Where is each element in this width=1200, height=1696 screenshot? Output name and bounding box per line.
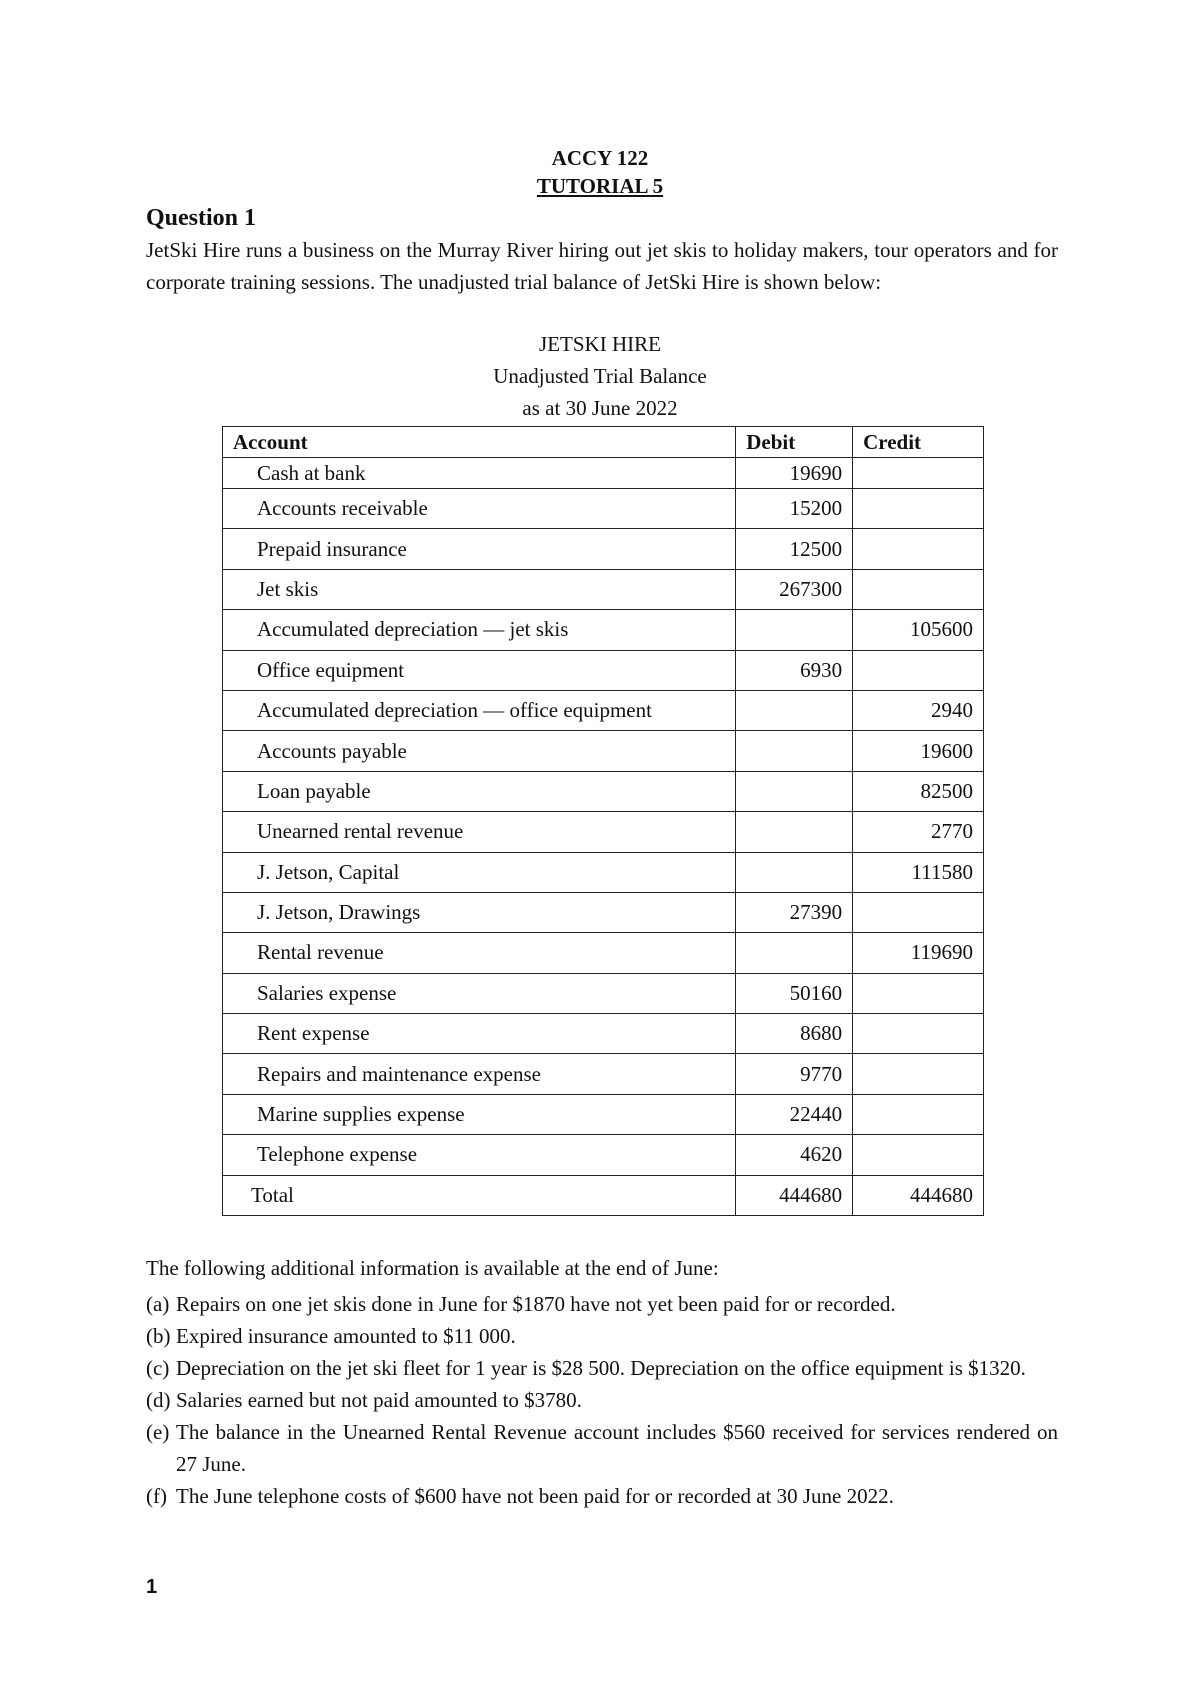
account-cell: Unearned rental revenue [223,812,736,852]
table-row [223,852,984,892]
account-cell: J. Jetson, Drawings [223,892,736,932]
table-row [223,812,984,852]
debit-cell [736,933,853,973]
list-item-label: (b) [146,1324,171,1348]
debit-cell: 27390 [736,892,853,932]
question-heading: Question 1 [146,205,257,231]
total-debit: 444680 [736,1175,853,1215]
additional-info-list [146,1288,1058,1512]
account-cell: Loan payable [223,771,736,811]
account-cell: Cash at bank [223,458,736,489]
debit-cell [736,771,853,811]
account-cell: Office equipment [223,650,736,690]
credit-cell [853,458,984,489]
account-cell: Salaries expense [223,973,736,1013]
account-cell: Marine supplies expense [223,1094,736,1134]
account-cell: Accounts payable [223,731,736,771]
table-row [223,771,984,811]
debit-cell [736,731,853,771]
credit-cell [853,489,984,529]
credit-cell [853,1094,984,1134]
table-row [223,610,984,650]
table-row [223,489,984,529]
credit-cell [853,892,984,932]
account-cell: Jet skis [223,569,736,609]
table-row [223,731,984,771]
account-cell: Repairs and maintenance expense [223,1054,736,1094]
credit-cell: 105600 [853,610,984,650]
table-row [223,973,984,1013]
credit-cell [853,650,984,690]
course-code: ACCY 122 [551,146,649,170]
statement-date: as at 30 June 2022 [522,396,678,420]
table-body [223,458,984,1216]
company-name: JETSKI HIRE [539,332,661,356]
debit-cell: 19690 [736,458,853,489]
debit-cell: 22440 [736,1094,853,1134]
list-item-label: (e) [146,1420,170,1444]
additional-info-intro: The following additional information is available at the end of June: [146,1256,719,1280]
column-header-account: Account [223,427,736,458]
credit-cell [853,1135,984,1175]
account-cell: Rental revenue [223,933,736,973]
list-item-text: The balance in the Unearned Rental Revenue account includes $560 received for services rendered on 27 June. [176,1420,1058,1476]
table-row [223,892,984,932]
list-item-label: (f) [146,1484,167,1508]
credit-cell [853,973,984,1013]
column-header-credit: Credit [853,427,984,458]
table-row [223,933,984,973]
list-item [146,1352,1058,1384]
list-item-text: Repairs on one jet skis done in June for $1870 have not yet been paid for or recorded. [176,1292,896,1316]
tutorial-title: TUTORIAL 5 [536,174,664,198]
account-cell: J. Jetson, Capital [223,852,736,892]
account-cell: Accumulated depreciation — office equipment [223,690,736,730]
debit-cell: 15200 [736,489,853,529]
table-row [223,1135,984,1175]
list-item [146,1416,1058,1480]
account-cell: Telephone expense [223,1135,736,1175]
debit-cell: 267300 [736,569,853,609]
debit-cell [736,610,853,650]
account-cell: Rent expense [223,1014,736,1054]
debit-cell: 8680 [736,1014,853,1054]
table-row [223,458,984,489]
table-row [223,1014,984,1054]
table-row [223,1054,984,1094]
list-item-text: The June telephone costs of $600 have not been paid for or recorded at 30 June 2022. [176,1484,894,1508]
credit-cell: 82500 [853,771,984,811]
total-row [223,1175,984,1215]
list-item-label: (c) [146,1356,170,1380]
question-intro: JetSki Hire runs a business on the Murray River hiring out jet skis to holiday makers, tour operators and for corporate training sessions. The unadjusted trial balance of JetSki Hire is shown below: [146,238,1058,294]
debit-cell [736,852,853,892]
total-label: Total [223,1175,736,1215]
list-item-text: Depreciation on the jet ski fleet for 1 year is $28 500. Depreciation on the office equipment is $1320. [176,1356,1026,1380]
list-item-label: (d) [146,1388,171,1412]
table-row [223,569,984,609]
account-cell: Prepaid insurance [223,529,736,569]
list-item-label: (a) [146,1292,170,1316]
table-row [223,650,984,690]
list-item-text: Expired insurance amounted to $11 000. [176,1324,516,1348]
credit-cell: 19600 [853,731,984,771]
debit-cell [736,690,853,730]
trial-balance-table [222,426,984,1216]
credit-cell [853,569,984,609]
debit-cell: 9770 [736,1054,853,1094]
list-item [146,1480,1058,1512]
account-cell: Accounts receivable [223,489,736,529]
credit-cell [853,1014,984,1054]
total-credit: 444680 [853,1175,984,1215]
statement-title: Unadjusted Trial Balance [493,364,707,388]
credit-cell [853,1054,984,1094]
list-item [146,1384,1058,1416]
column-header-debit: Debit [736,427,853,458]
credit-cell: 2770 [853,812,984,852]
credit-cell [853,529,984,569]
credit-cell: 119690 [853,933,984,973]
table-row [223,690,984,730]
list-item [146,1288,1058,1320]
account-cell: Accumulated depreciation — jet skis [223,610,736,650]
debit-cell: 6930 [736,650,853,690]
debit-cell: 12500 [736,529,853,569]
table-row [223,1094,984,1134]
table-header-row [223,427,984,458]
debit-cell [736,812,853,852]
debit-cell: 50160 [736,973,853,1013]
table-row [223,529,984,569]
debit-cell: 4620 [736,1135,853,1175]
list-item [146,1320,1058,1352]
list-item-text: Salaries earned but not paid amounted to $3780. [176,1388,582,1412]
credit-cell: 2940 [853,690,984,730]
page-number: 1 [146,1576,158,1598]
credit-cell: 111580 [853,852,984,892]
